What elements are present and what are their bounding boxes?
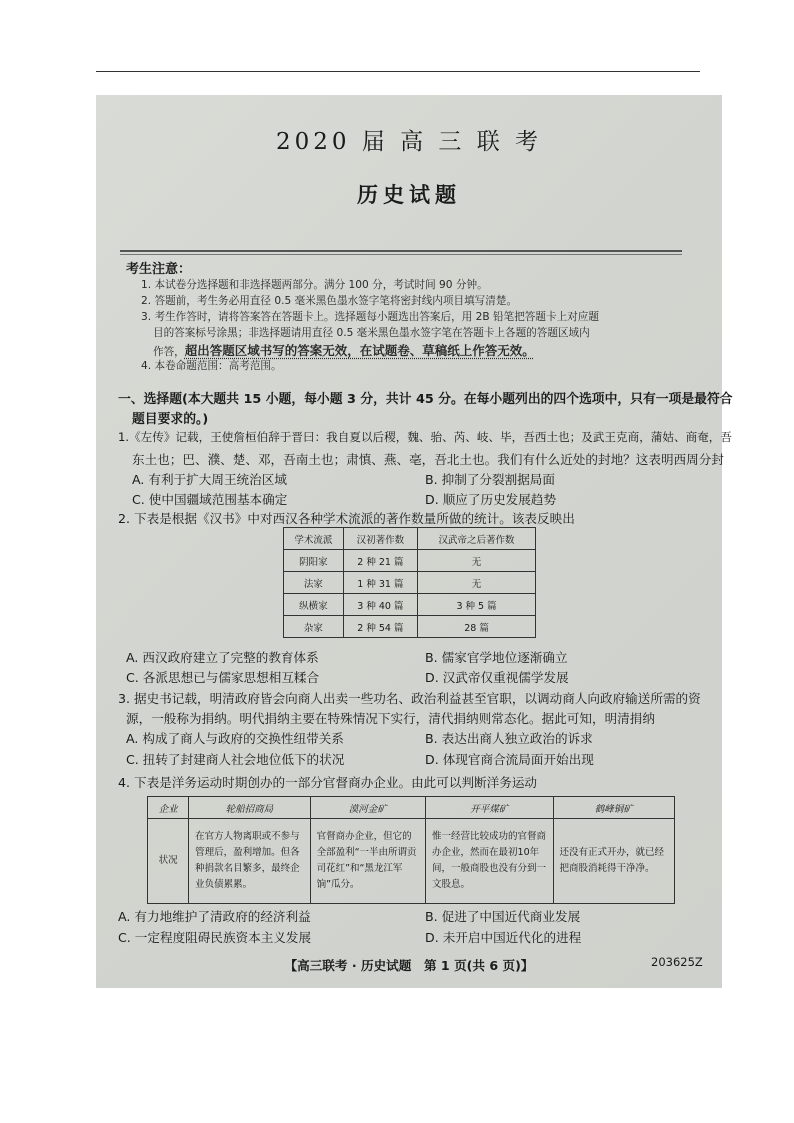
- question-4-stem: 4. 下表是洋务运动时期创办的一部分官督商办企业。由此可以判断洋务运动: [118, 775, 538, 790]
- table-row: [284, 572, 536, 594]
- q2-cell: 杂家: [284, 616, 344, 638]
- q4-row-label: 状况: [148, 819, 189, 904]
- q2-option-a: A. 西汉政府建立了完整的教育体系: [126, 650, 319, 665]
- q2-table: [283, 527, 536, 638]
- table-row: [148, 819, 675, 904]
- q1-option-b: B. 抑制了分裂割据局面: [425, 472, 555, 487]
- q2-cell: 2 种 21 篇: [343, 550, 417, 572]
- question-1-stem: 1.《左传》记载，王使詹桓伯辞于晋曰：我自夏以后稷，魏、骀、芮、岐、毕，吾西土也；及武王克商，蒲姑、商奄，吾: [118, 430, 732, 444]
- q3-option-a: A. 构成了商人与政府的交换性纽带关系: [126, 731, 344, 746]
- notice-item: 2. 答题前，考生务必用直径 0.5 毫米黑色墨水签字笔将密封线内项目填写清楚。: [141, 295, 518, 307]
- table-row: [284, 616, 536, 638]
- q4-cell: 在官方人物离职或不参与管理后，盈利增加。但各种捐款名目繁多，最终企业负债累累。: [189, 819, 310, 904]
- q4-header: 漠河金矿: [310, 797, 425, 819]
- q3-option-d: D. 体现官商合流局面开始出现: [425, 752, 594, 767]
- notice-item: 目的答案标号涂黑；非选择题请用直径 0.5 毫米黑色墨水签字笔在答题卡上各题的答题区域内: [153, 327, 590, 339]
- q1-option-a: A. 有利于扩大周王统治区域: [132, 472, 287, 487]
- notice-emphasis: 超出答题区域书写的答案无效，在试题卷、草稿纸上作答无效。: [184, 343, 535, 358]
- page-footer: 【高三联考 · 历史试题 第 1 页(共 6 页)】: [284, 958, 534, 973]
- notice-item: [153, 341, 535, 359]
- notice-item-text: 作答，: [153, 346, 185, 358]
- notice-item: 3. 考生作答时，请将答案答在答题卡上。选择题每小题选出答案后，用 2B 铅笔把答题卡上对应题: [141, 311, 599, 323]
- question-2-stem: 2. 下表是根据《汉书》中对西汉各种学术流派的著作数量所做的统计。该表反映出: [118, 511, 575, 526]
- q4-header: 鹤峰铜矿: [553, 797, 675, 819]
- header-divider: [120, 250, 682, 252]
- table-row: [284, 550, 536, 572]
- q2-option-c: C. 各派思想已与儒家思想相互糅合: [126, 670, 320, 685]
- q2-cell: 法家: [284, 572, 344, 594]
- header-divider-thin: [120, 254, 682, 255]
- q2-header: 学术流派: [284, 528, 344, 550]
- table-row: [284, 594, 536, 616]
- q3-option-c: C. 扭转了封建商人社会地位低下的状况: [126, 752, 345, 767]
- notice-item: 4. 本卷命题范围：高考范围。: [141, 360, 282, 372]
- q4-table: [147, 796, 675, 904]
- top-rule: [96, 71, 700, 72]
- paper-code: 203625Z: [651, 955, 703, 969]
- notice-item: 1. 本试卷分选择题和非选择题两部分。满分 100 分，考试时间 90 分钟。: [141, 279, 488, 291]
- q2-header: 汉初著作数: [343, 528, 417, 550]
- question-3-stem-cont: 源，一般称为捐纳。明代捐纳主要在特殊情况下实行，清代捐纳则常态化。据此可知，明清捐纳: [126, 711, 655, 726]
- q2-cell: 纵横家: [284, 594, 344, 616]
- q3-option-b: B. 表达出商人独立政治的诉求: [425, 731, 593, 746]
- q2-cell: 无: [418, 572, 536, 594]
- q4-option-d: D. 未开启中国近代化的进程: [425, 930, 582, 945]
- section-heading-cont: 题目要求的。): [132, 412, 209, 427]
- q2-cell: 2 种 54 篇: [343, 616, 417, 638]
- q2-option-b: B. 儒家官学地位逐渐确立: [425, 650, 568, 665]
- notice-title: 考生注意：: [126, 262, 192, 277]
- q2-cell: 28 篇: [418, 616, 536, 638]
- q2-cell: 3 种 40 篇: [343, 594, 417, 616]
- q4-option-c: C. 一定程度阻碍民族资本主义发展: [118, 930, 312, 945]
- q2-cell: 3 种 5 篇: [418, 594, 536, 616]
- q2-header: 汉武帝之后著作数: [418, 528, 536, 550]
- exam-title: 2020 届 高 三 联 考: [275, 129, 543, 155]
- q2-cell: 无: [418, 550, 536, 572]
- q4-option-a: A. 有力地维护了清政府的经济利益: [118, 909, 311, 924]
- q2-cell: 1 种 31 篇: [343, 572, 417, 594]
- q4-header: 轮船招商局: [189, 797, 310, 819]
- q4-cell: 惟一经营比较成功的官督商办企业，然而在最初10年间，一般商股也没有分到一文股息。: [426, 819, 553, 904]
- exam-paper: [96, 95, 733, 988]
- question-1-stem-cont: 东土也；巴、濮、楚、邓，吾南土也；肃慎、燕、亳，吾北土也。我们有什么近处的封地？这表明西周分封: [132, 452, 724, 467]
- question-3-stem: 3. 据史书记载，明清政府皆会向商人出卖一些功名、政治利益甚至官职，以调动商人向政府输送所需的资: [118, 691, 701, 706]
- q4-cell: 官督商办企业，但它的全部盈利“一半由所谓贡司花红”和“黑龙江军饷”瓜分。: [310, 819, 425, 904]
- q4-header: 开平煤矿: [426, 797, 553, 819]
- q4-option-b: B. 促进了中国近代商业发展: [425, 909, 581, 924]
- q4-cell: 还没有正式开办，就已经把商股消耗得干净净。: [553, 819, 675, 904]
- q1-option-c: C. 使中国疆域范围基本确定: [132, 492, 288, 507]
- q4-header: 企业: [148, 797, 189, 819]
- q2-option-d: D. 汉武帝仅重视儒学发展: [425, 670, 569, 685]
- q1-option-d: D. 顺应了历史发展趋势: [425, 492, 557, 507]
- q2-cell: 阴阳家: [284, 550, 344, 572]
- subject-title: 历史试题: [357, 183, 461, 207]
- section-heading: 一、选择题(本大题共 15 小题，每小题 3 分，共计 45 分。在每小题列出的四个选项中，只有一项是最符合: [118, 392, 733, 407]
